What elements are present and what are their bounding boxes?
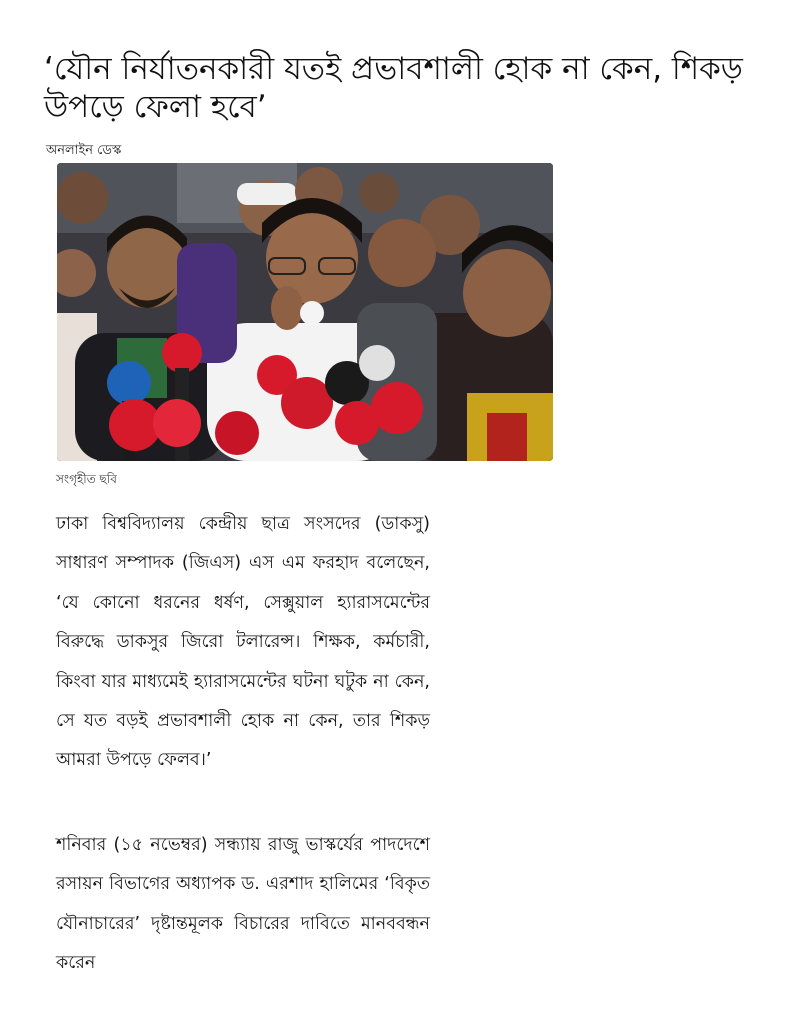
photo-caption: সংগৃহীত ছবি	[56, 472, 117, 486]
article-headline: ‘যৌন নির্যাতনকারী যতই প্রভাবশালী হোক না কেন, শিকড় উপড়ে ফেলা হবে’	[44, 51, 743, 125]
article-photo	[57, 163, 553, 461]
article-paragraph: শনিবার (১৫ নভেম্বর) সন্ধ্যায় রাজু ভাস্কর্যের পাদদেশে রসায়ন বিভাগের অধ্যাপক ড. এরশাদ হালিমের ‘বিকৃত যৌনাচারের’ দৃষ্টান্তমূলক বিচারের দাবিতে মানববন্ধন করেন	[56, 835, 430, 974]
article-paragraph: ঢাকা বিশ্ববিদ্যালয় কেন্দ্রীয় ছাত্র সংসদের (ডাকসু) সাধারণ সম্পাদক (জিএস) এস এম ফরহাদ বলেছেন, ‘যে কোনো ধরনের ধর্ষণ, সেক্সুয়াল হ্যারাসমেন্টের বিরুদ্ধে ডাকসুর জিরো টলারেন্স। শিক্ষক, কর্মচারী, কিংবা যার মাধ্যমেই হ্যারাসমেন্টের ঘটনা ঘটুক না কেন, সে যত বড়ই প্রভাবশালী হোক না কেন, তার শিকড় আমরা উপড়ে ফেলব।’	[56, 514, 430, 771]
article-byline: অনলাইন ডেস্ক	[46, 143, 122, 158]
